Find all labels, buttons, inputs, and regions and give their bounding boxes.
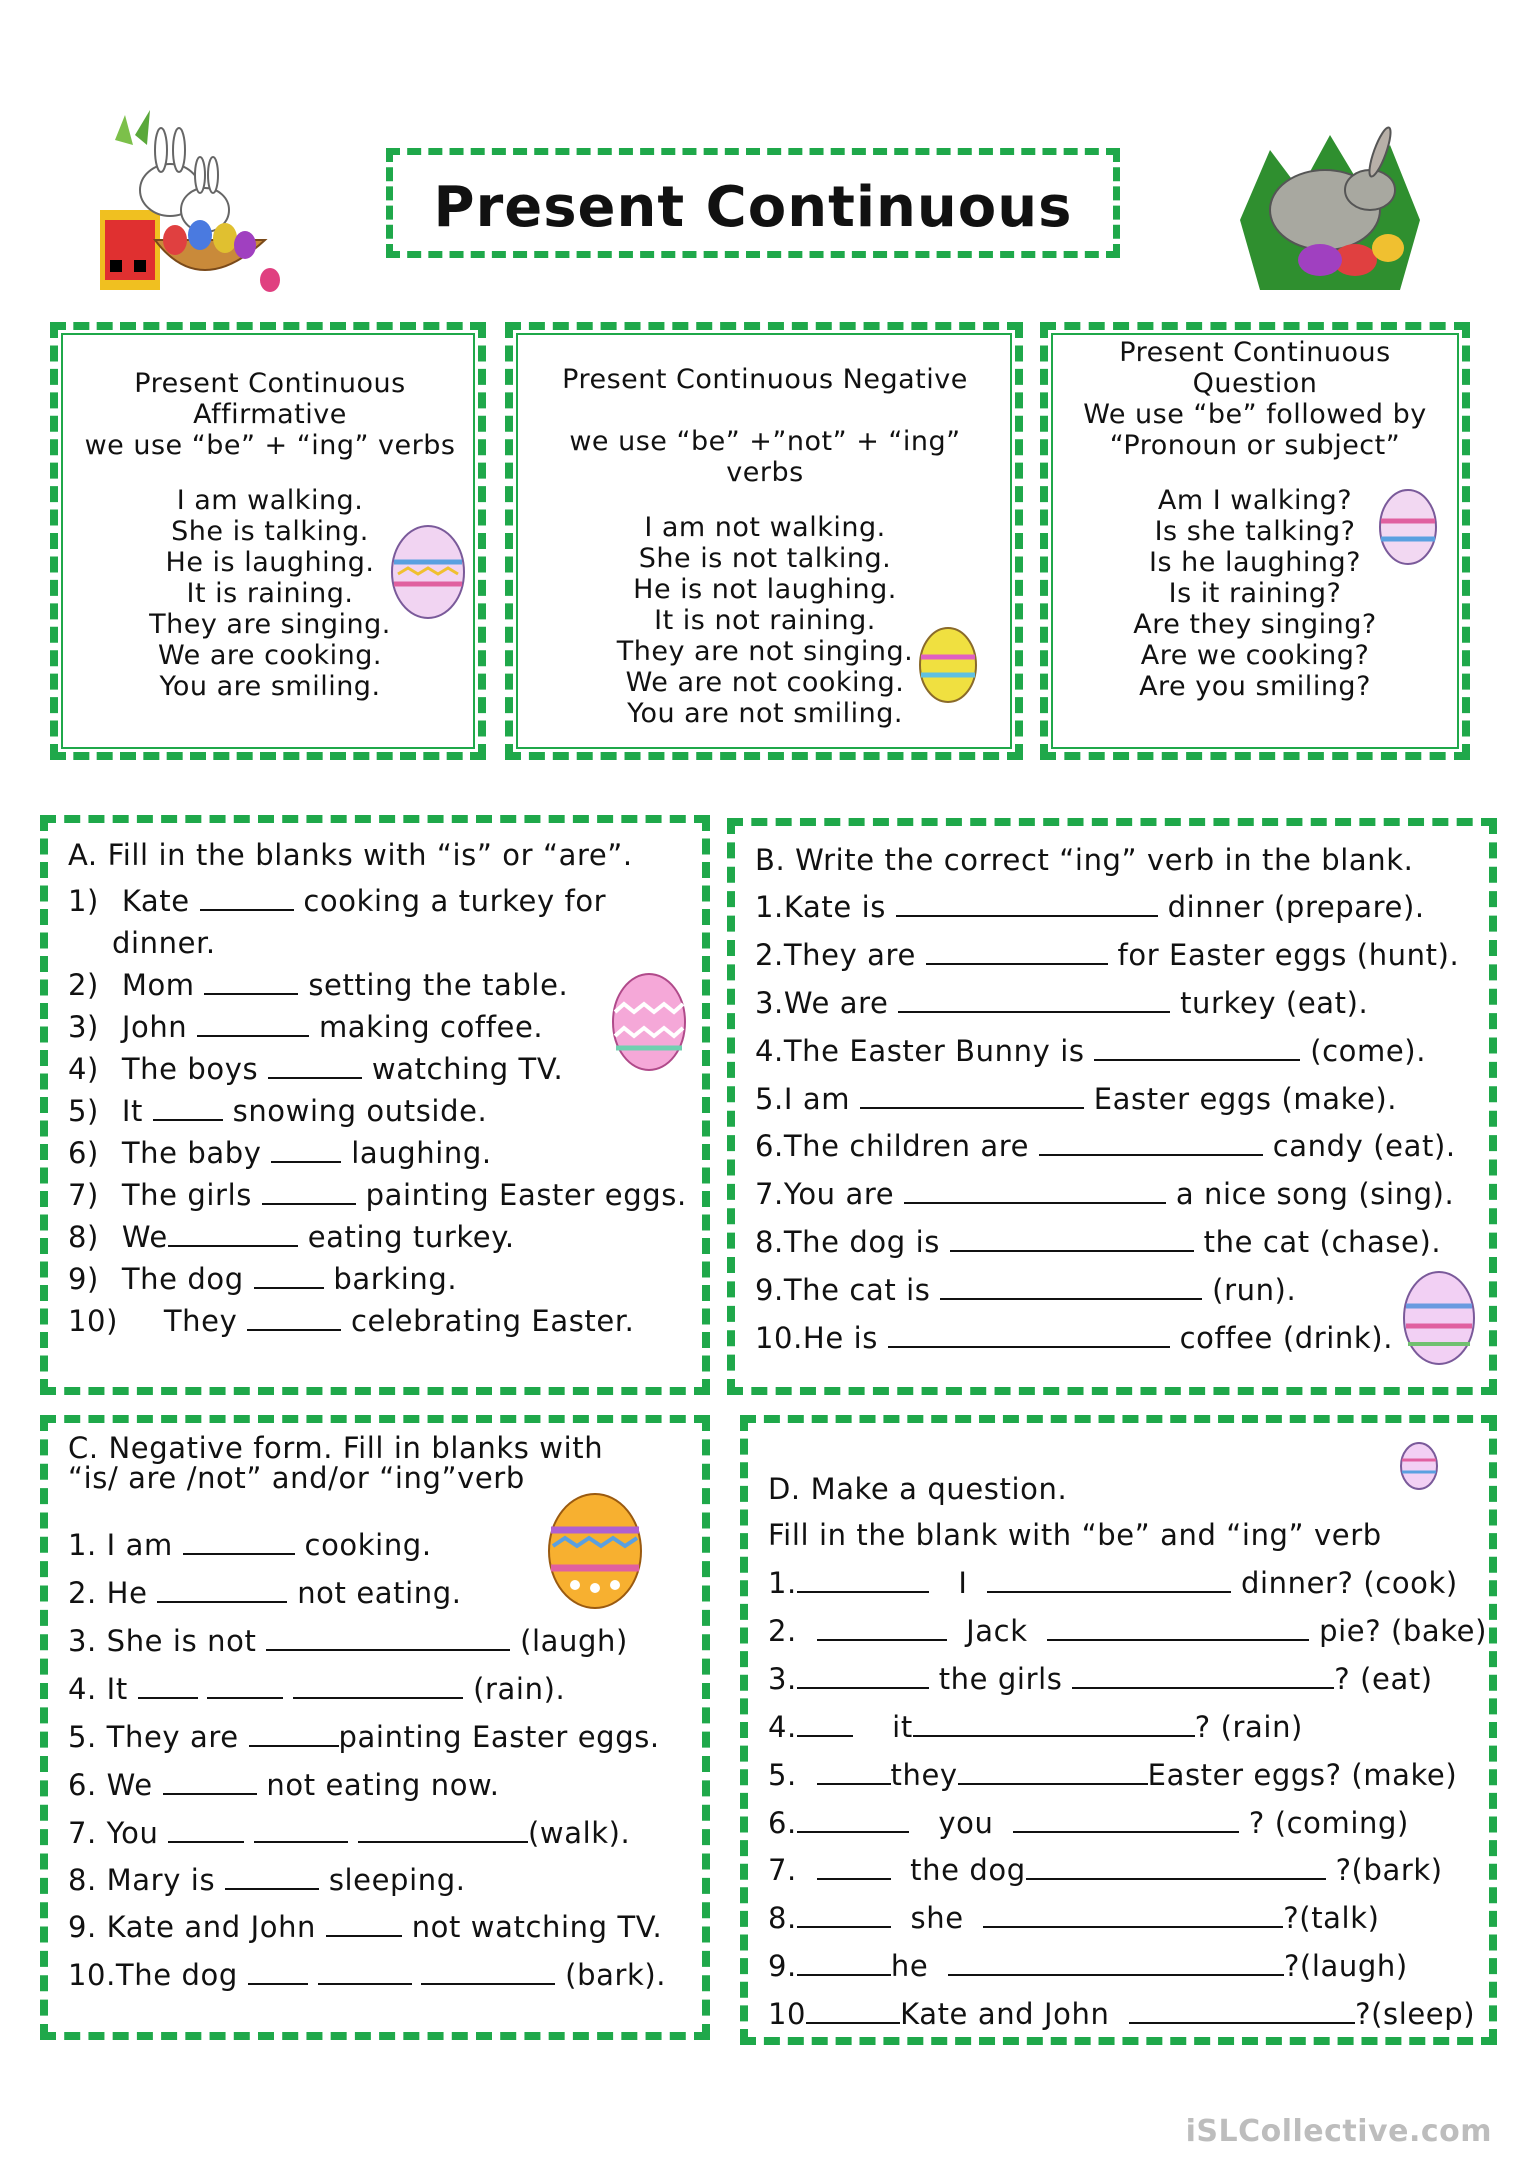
item-number: 6) [68,1136,99,1170]
negative-line: He is not laughing. [633,574,897,605]
answer-blank[interactable] [197,1013,309,1037]
item-rest: watching TV. [371,1052,564,1086]
item-rest: making coffee. [318,1010,544,1044]
answer-blank[interactable] [797,1713,853,1737]
question-line: Is he laughing? [1149,547,1361,578]
item-rest: painting Easter eggs. [338,1720,660,1754]
question-line: Are you smiling? [1139,671,1371,702]
answer-blank[interactable] [958,1761,1148,1785]
item-subject: 4.The Easter Bunny is [755,1034,1085,1068]
negative-line: You are not smiling. [627,698,903,729]
answer-blank[interactable] [249,1723,339,1747]
item-rest: turkey (eat). [1180,986,1369,1020]
exercise-c-item [68,1624,628,1658]
answer-blank[interactable] [797,1809,909,1833]
answer-blank[interactable] [1013,1809,1239,1833]
item-subject: The baby [121,1136,262,1170]
answer-blank[interactable] [262,1181,356,1205]
answer-blank[interactable] [983,1904,1283,1928]
answer-blank[interactable] [168,1223,298,1247]
exercise-d-item [768,1758,1457,1792]
item-subject: they [890,1758,958,1792]
exercise-d-item [768,1614,1487,1648]
item-subject: you [938,1806,994,1840]
item-rest: celebrating Easter. [350,1304,635,1338]
exercise-a-item [68,1304,635,1338]
answer-blank[interactable] [797,1665,929,1689]
easter-egg-icon [1398,1440,1440,1492]
answer-blank[interactable] [183,1531,295,1555]
exercise-c-item [68,1528,432,1562]
negative-line: They are not singing. [616,636,914,667]
question-heading-1: Present Continuous [1119,337,1391,368]
easter-bunny-nest-icon [1230,130,1430,310]
answer-blank[interactable] [888,1324,1170,1348]
item-rest: (come). [1310,1034,1427,1068]
exercise-a-item [68,1178,687,1212]
exercise-c-item [68,1863,466,1897]
answer-blank[interactable] [157,1579,287,1603]
item-subject: The girls [121,1178,252,1212]
exercise-a-item [68,1136,492,1170]
easter-egg-icon [610,970,688,1074]
exercise-c-item [68,1672,565,1706]
negative-heading-3: we use “be” +”not” + “ing” verbs [569,426,961,488]
question-line: Are we cooking? [1140,640,1370,671]
answer-blank[interactable] [1129,2000,1355,2024]
exercise-a-item-cont: dinner. [112,926,216,960]
answer-blank[interactable] [904,1180,1166,1204]
affirmative-heading-3: we use “be” + “ing” verbs [84,430,456,461]
item-rest: cooking. [304,1528,432,1562]
item-subject: John [121,1010,188,1044]
answer-blank[interactable] [913,1713,1195,1737]
exercise-a-item [68,1220,515,1254]
exercise-d-title: D. Make a question. [768,1472,1068,1506]
item-subject: I [958,1566,968,1600]
item-rest: Easter eggs? (make) [1147,1758,1458,1792]
answer-blank[interactable] [817,1761,891,1785]
item-subject: 10.He is [755,1321,878,1355]
item-rest: (run). [1212,1273,1297,1307]
exercise-c-item [68,1910,662,1944]
affirmative-line: She is talking. [171,516,369,547]
answer-blank[interactable] [207,1675,283,1699]
item-rest: eating turkey. [307,1220,515,1254]
question-heading-2: Question [1192,368,1318,399]
item-subject: Mom [121,968,195,1002]
item-subject: 2. He [68,1576,148,1610]
answer-blank[interactable] [898,989,1170,1013]
exercise-c-item [68,1720,660,1754]
item-rest: cooking a turkey for [303,884,607,918]
exercise-b-item [755,1082,1397,1116]
affirmative-heading-2: Affirmative [193,399,347,430]
answer-blank[interactable] [254,1265,324,1289]
item-rest: barking. [333,1262,458,1296]
item-subject: 9.The cat is [755,1273,931,1307]
exercise-b-item [755,938,1459,972]
item-rest: not eating. [297,1576,462,1610]
answer-blank[interactable] [138,1675,198,1699]
brand-watermark: iSLCollective.com [1185,2114,1492,2149]
item-rest: pie? (bake) [1319,1614,1488,1648]
item-number: 7) [68,1178,99,1212]
negative-line: She is not talking. [638,543,892,574]
item-number: 5. [768,1758,797,1792]
easter-egg-icon [545,1490,645,1612]
item-subject: 5.I am [755,1082,851,1116]
item-subject: it [892,1710,913,1744]
exercise-a-item [68,1094,487,1128]
item-subject: 5. They are [68,1720,239,1754]
easter-bunnies-basket-icon [95,110,295,300]
item-subject: 3. She is not [68,1624,257,1658]
answer-blank[interactable] [817,1856,891,1880]
exercise-d-item [768,1949,1408,1983]
answer-blank[interactable] [247,1307,341,1331]
item-subject: 7.You are [755,1177,895,1211]
answer-blank[interactable] [817,1617,947,1641]
affirmative-line: It is raining. [186,578,354,609]
exercise-c-title-line: C. Negative form. Fill in blanks with [68,1431,604,1465]
exercise-b [755,843,1475,1383]
answer-blank[interactable] [950,1228,1194,1252]
answer-blank[interactable] [940,1276,1202,1300]
item-number: 1) [68,884,99,918]
item-rest: for Easter eggs (hunt). [1117,938,1460,972]
item-subject: 6. We [68,1768,153,1802]
answer-blank[interactable] [271,1139,341,1163]
answer-blank[interactable] [1072,1665,1334,1689]
negative-heading-1: Present Continuous Negative [562,364,968,395]
item-rest: sleeping. [328,1863,466,1897]
affirmative-line: They are singing. [149,609,391,640]
item-rest: setting the table. [308,968,569,1002]
answer-blank[interactable] [421,1961,555,1985]
easter-egg-icon [388,522,468,622]
answer-blank[interactable] [1039,1132,1263,1156]
answer-blank[interactable] [153,1097,223,1121]
answer-blank[interactable] [806,2000,900,2024]
exercise-c-title-line: “is/ are /not” and/or “ing”verb [68,1461,525,1495]
item-rest: (laugh) [520,1624,628,1658]
item-subject: he [890,1949,929,1983]
item-number: 4. [768,1710,797,1744]
exercise-d-item [768,1566,1458,1600]
exercise-b-item [755,1034,1426,1068]
item-rest: ? (rain) [1194,1710,1303,1744]
item-subject: the dog [910,1853,1026,1887]
answer-blank[interactable] [293,1675,463,1699]
item-rest: the cat (chase). [1203,1225,1442,1259]
exercise-b-item [755,1321,1393,1355]
item-rest: ? (coming) [1248,1806,1409,1840]
item-rest: (rain). [473,1672,566,1706]
item-number: 10 [768,1997,807,2031]
item-rest: not watching TV. [411,1910,663,1944]
item-rest: dinner (prepare). [1167,890,1425,924]
exercise-a-item [68,1262,457,1296]
item-rest: not eating now. [266,1768,500,1802]
item-number: 4) [68,1052,99,1086]
exercise-c-item [68,1576,462,1610]
exercise-d-subtitle: Fill in the blank with “be” and “ing” verb [768,1518,1382,1552]
exercise-a-title: A. Fill in the blanks with “is” or “are”. [68,838,633,872]
exercise-c-item [68,1958,666,1992]
item-rest: candy (eat). [1272,1129,1456,1163]
negative-line: It is not raining. [654,605,876,636]
item-subject: The boys [121,1052,259,1086]
item-subject: 3.We are [755,986,889,1020]
item-subject: 1. I am [68,1528,173,1562]
answer-blank[interactable] [1094,1037,1300,1061]
question-line: Am I walking? [1157,485,1353,516]
answer-blank[interactable] [318,1961,412,1985]
answer-blank[interactable] [987,1569,1231,1593]
affirmative-line: We are cooking. [158,640,382,671]
answer-blank[interactable] [797,1569,929,1593]
question-line: Are they singing? [1133,609,1377,640]
item-rest: (walk). [527,1816,631,1850]
exercise-d-item [768,1853,1443,1887]
item-rest: ? (eat) [1334,1662,1433,1696]
item-subject: 9. Kate and John [68,1910,317,1944]
item-number: 9. [768,1949,797,1983]
item-number: 3. [768,1662,797,1696]
exercise-b-item [755,890,1425,924]
exercise-d-item [768,1662,1433,1696]
exercise-b-item [755,986,1368,1020]
exercise-d-item [768,1710,1303,1744]
exercise-a-item [68,968,568,1002]
exercise-b-item [755,1129,1456,1163]
exercise-b-item [755,1225,1441,1259]
exercise-b-item [755,1273,1296,1307]
answer-blank[interactable] [860,1085,1084,1109]
exercise-a-item [68,884,606,918]
item-subject: We [121,1220,168,1254]
affirmative-line: He is laughing. [165,547,375,578]
item-rest: dinner? (cook) [1240,1566,1458,1600]
answer-blank[interactable] [797,1952,891,1976]
negative-line: I am not walking. [644,512,886,543]
item-subject: 8.The dog is [755,1225,940,1259]
exercise-d-item [768,1997,1475,2031]
answer-blank[interactable] [896,893,1158,917]
exercise-c-title [68,1433,603,1493]
answer-blank[interactable] [926,941,1108,965]
item-number: 6. [768,1806,797,1840]
exercise-d-item [768,1806,1409,1840]
exercise-a-item [68,1052,563,1086]
item-rest: coffee (drink). [1179,1321,1394,1355]
item-number: 9) [68,1262,99,1296]
item-rest: ?(talk) [1283,1901,1380,1935]
item-number: 3) [68,1010,99,1044]
item-subject: They [163,1304,238,1338]
answer-blank[interactable] [254,1819,348,1843]
item-subject: Kate [121,884,190,918]
exercise-a [68,838,698,1378]
item-rest: ?(bark) [1335,1853,1443,1887]
answer-blank[interactable] [358,1819,528,1843]
answer-blank[interactable] [797,1904,891,1928]
answer-blank[interactable] [248,1961,308,1985]
exercise-b-title: B. Write the correct “ing” verb in the blank. [755,843,1414,877]
item-subject: she [910,1901,964,1935]
answer-blank[interactable] [225,1866,319,1890]
title-frame [386,148,1120,258]
item-rest: laughing. [351,1136,492,1170]
item-subject: 1.Kate is [755,890,886,924]
exercise-a-item [68,1010,543,1044]
item-number: 1. [768,1566,797,1600]
item-subject: 6.The children are [755,1129,1030,1163]
item-number: 2. [768,1614,797,1648]
affirmative-heading-1: Present Continuous [134,368,406,399]
item-subject: The dog [121,1262,244,1296]
easter-egg-icon [917,625,979,705]
exercise-d-item [768,1901,1380,1935]
answer-blank[interactable] [163,1771,257,1795]
answer-blank[interactable] [204,971,298,995]
answer-blank[interactable] [168,1819,244,1843]
negative-heading-2 [530,395,1000,426]
item-number: 5) [68,1094,99,1128]
question-line: Is she talking? [1154,516,1356,547]
question-heading-4: “Pronoun or subject” [1109,430,1401,461]
item-subject: 4. It [68,1672,128,1706]
item-number: 8) [68,1220,99,1254]
item-rest: ?(laugh) [1283,1949,1408,1983]
question-heading-3: We use “be” followed by [1083,399,1427,430]
item-subject: It [121,1094,143,1128]
answer-blank[interactable] [1026,1856,1326,1880]
affirmative-line: You are smiling. [159,671,381,702]
item-number: 2) [68,968,99,1002]
exercise-c-item [68,1768,500,1802]
exercise-b-item [755,1177,1454,1211]
item-number: 10) [68,1304,119,1338]
item-subject: 10.The dog [68,1958,238,1992]
question-line: Is it raining? [1168,578,1342,609]
exercise-c-item [68,1816,630,1850]
page-title: Present Continuous [433,175,1073,240]
item-rest: ?(sleep) [1355,1997,1476,2031]
item-rest: painting Easter eggs. [365,1178,687,1212]
item-subject: the girls [938,1662,1063,1696]
answer-blank[interactable] [1047,1617,1309,1641]
item-subject: 2.They are [755,938,916,972]
item-number: 8. [768,1901,797,1935]
answer-blank[interactable] [948,1952,1284,1976]
easter-egg-icon [1377,487,1439,567]
item-rest: snowing outside. [232,1094,488,1128]
easter-egg-icon [1400,1268,1478,1368]
answer-blank[interactable] [268,1055,362,1079]
item-rest: Easter eggs (make). [1093,1082,1398,1116]
item-number: 7. [768,1853,797,1887]
item-rest: (bark). [565,1958,667,1992]
item-subject: Kate and John [900,1997,1110,2031]
item-subject: Jack [966,1614,1028,1648]
answer-blank[interactable] [266,1627,510,1651]
item-rest: a nice song (sing). [1175,1177,1455,1211]
item-subject: 7. You [68,1816,159,1850]
negative-line: We are not cooking. [625,667,905,698]
answer-blank[interactable] [326,1913,402,1937]
item-subject: 8. Mary is [68,1863,216,1897]
answer-blank[interactable] [200,887,294,911]
exercise-d [768,1472,1488,2032]
affirmative-line: I am walking. [176,485,364,516]
